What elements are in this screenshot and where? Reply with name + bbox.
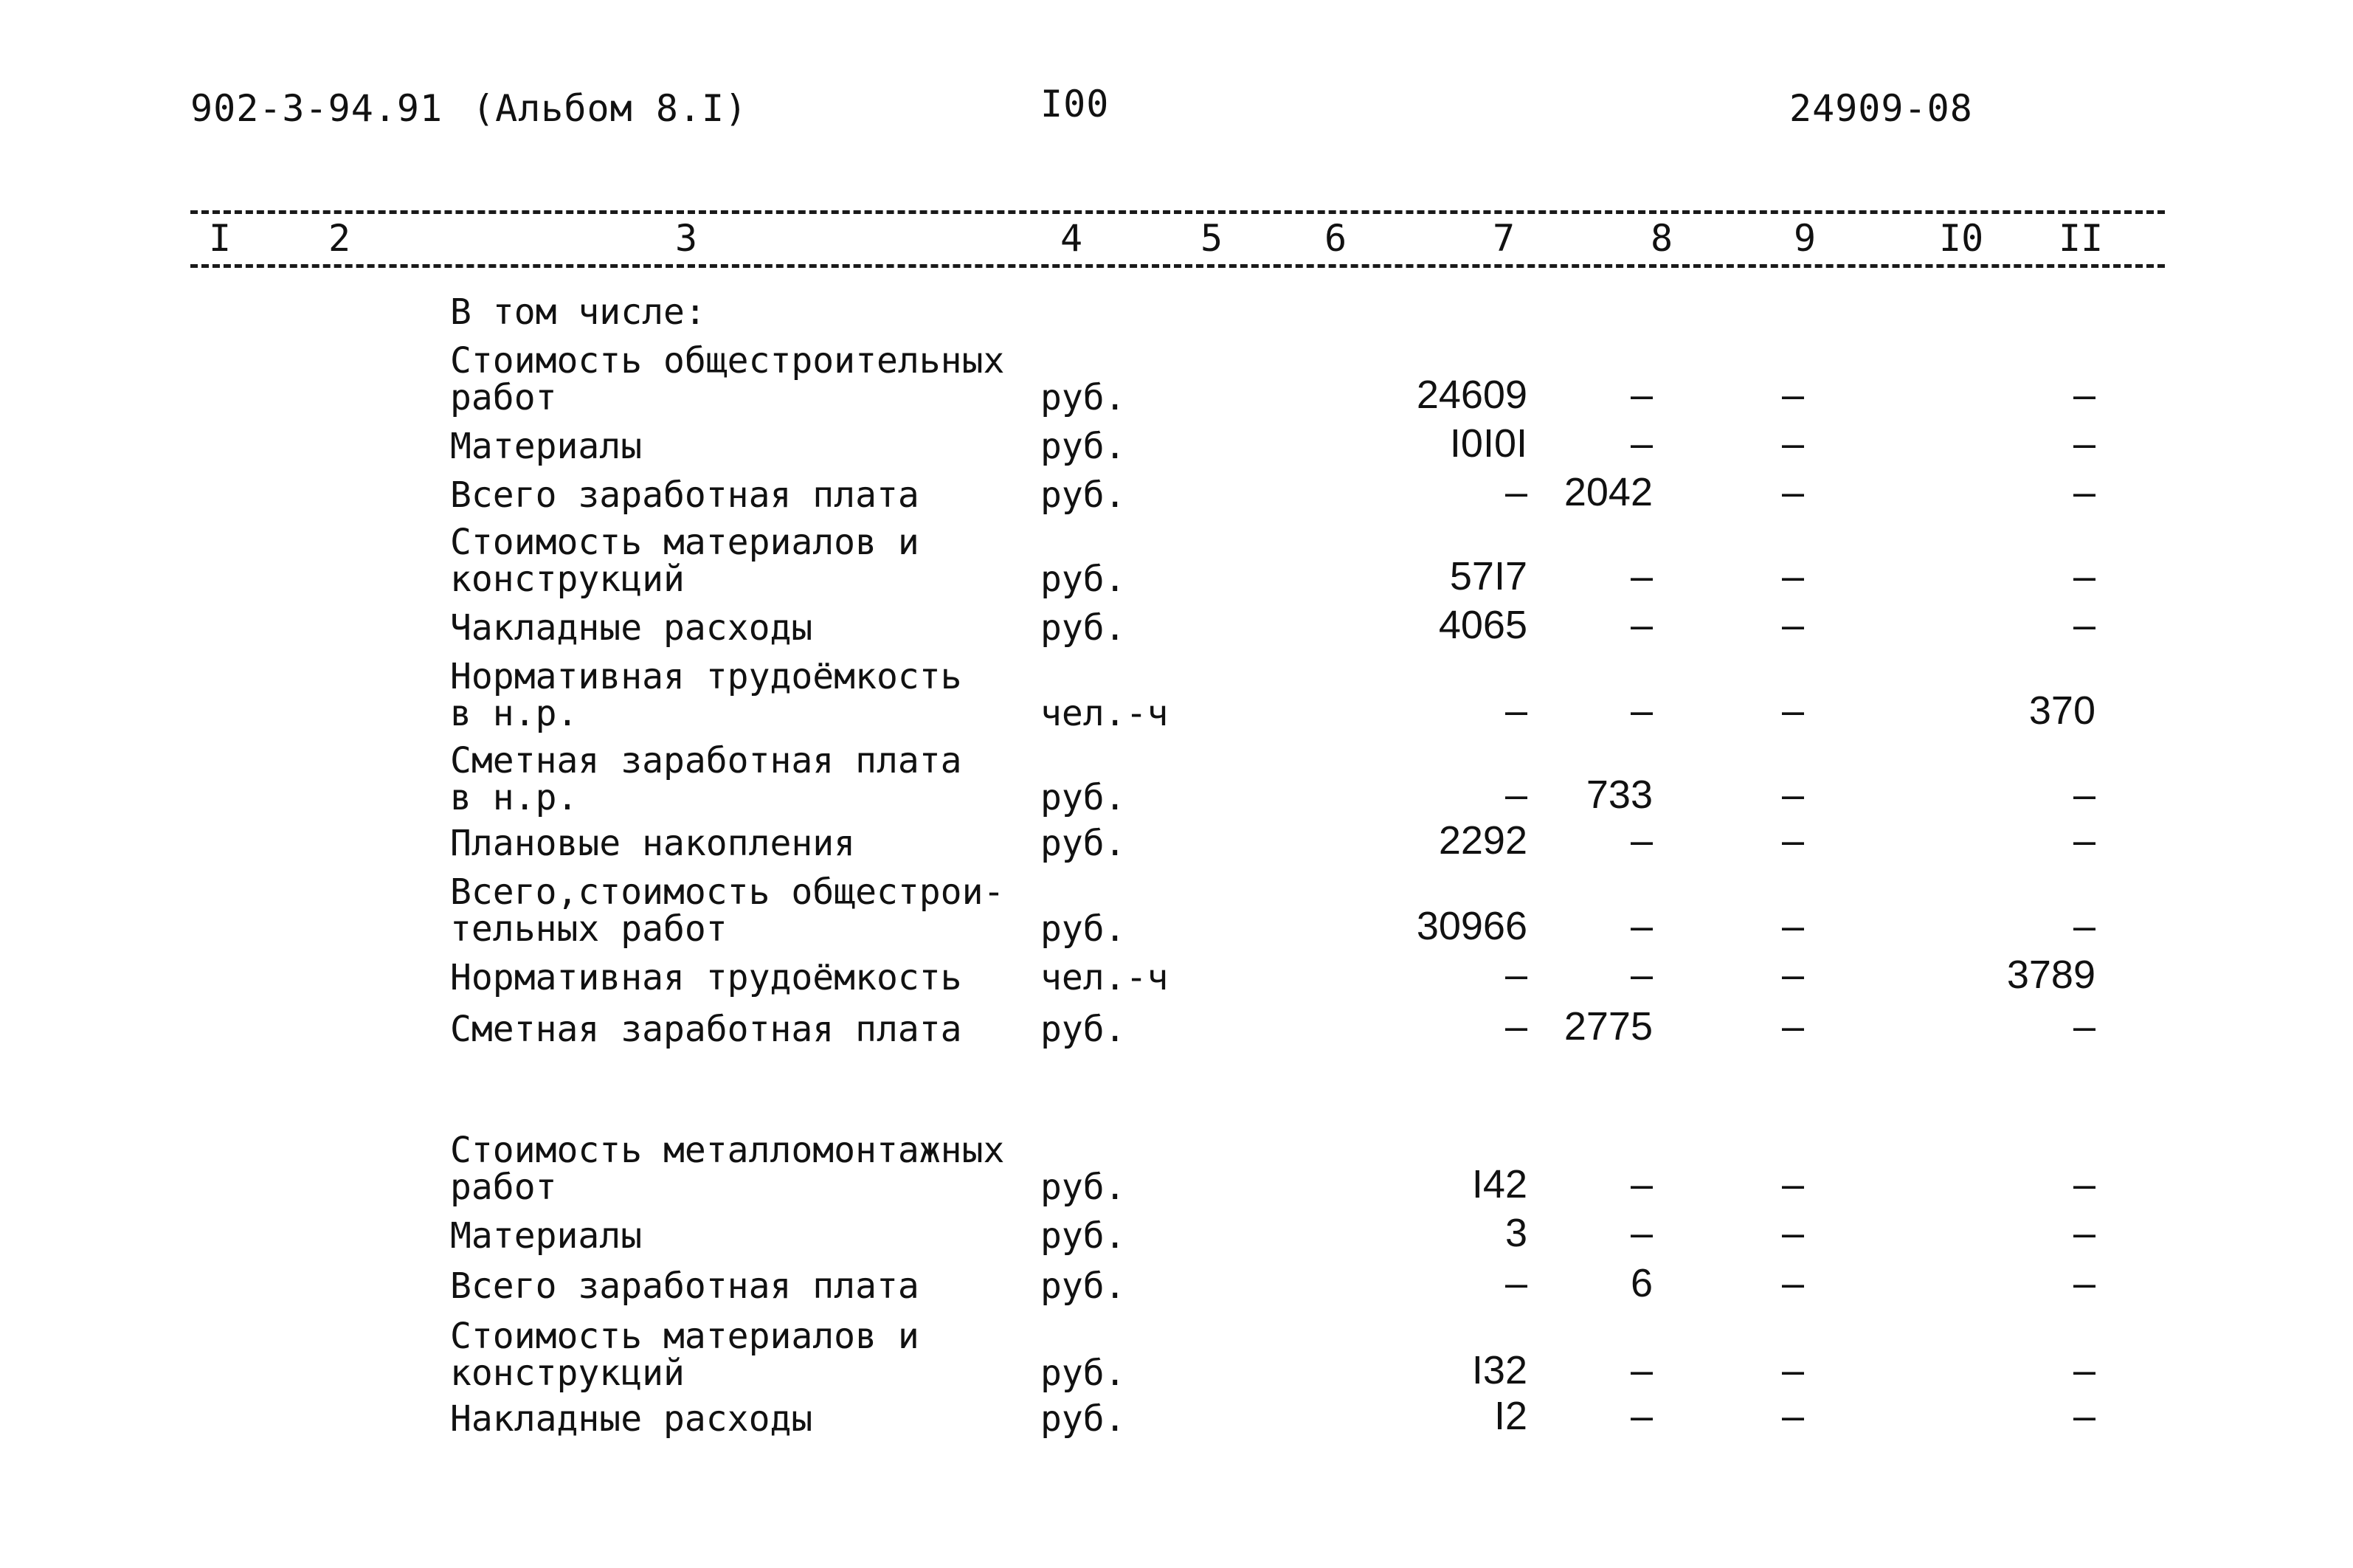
unit-cell: руб. bbox=[1040, 823, 1126, 864]
col9-value: – bbox=[1781, 953, 1805, 997]
col8-value: 733 bbox=[1586, 773, 1653, 817]
col7-value: – bbox=[1504, 1261, 1527, 1305]
col9-value: – bbox=[1781, 818, 1805, 863]
row-label-line: Всего заработная плата bbox=[450, 1265, 919, 1307]
col9-value: – bbox=[1781, 554, 1805, 598]
row-label-line: Материалы bbox=[450, 1215, 643, 1257]
col11-value: – bbox=[2073, 603, 2095, 647]
intro-text: В том числе: bbox=[450, 291, 706, 333]
col8-value: – bbox=[1630, 1394, 1653, 1438]
unit-cell: чел.-ч bbox=[1040, 957, 1169, 998]
col7-value: 2292 bbox=[1438, 818, 1527, 863]
col11-value: 370 bbox=[2028, 688, 2095, 733]
doc-code: 902-3-94.91 bbox=[190, 87, 443, 130]
doc-number: 24909-08 bbox=[1789, 87, 1973, 130]
col9-value: – bbox=[1781, 1394, 1805, 1438]
col9-value: – bbox=[1781, 773, 1805, 817]
col8-value: – bbox=[1630, 1162, 1653, 1206]
col7-value: I0I0I bbox=[1449, 421, 1527, 466]
col7-value: – bbox=[1504, 1004, 1527, 1049]
col7-value: 3 bbox=[1504, 1211, 1527, 1255]
album-label: (Альбом 8.I) bbox=[472, 87, 748, 130]
row-label-line: Плановые накопления bbox=[450, 823, 856, 864]
row-label-line: Стоимость общестроительных bbox=[450, 340, 1005, 381]
col8-value: – bbox=[1630, 603, 1653, 647]
row-label-line: конструкций bbox=[450, 1353, 685, 1394]
col7-value: 30966 bbox=[1416, 904, 1527, 948]
col9-value: – bbox=[1781, 1348, 1805, 1392]
col11-value: – bbox=[2073, 818, 2095, 863]
column-number: 5 bbox=[1200, 217, 1223, 260]
col9-value: – bbox=[1781, 470, 1805, 514]
unit-cell: руб. bbox=[1040, 559, 1126, 600]
col9-value: – bbox=[1781, 1261, 1805, 1305]
col9-value: – bbox=[1781, 904, 1805, 948]
col7-value: I2 bbox=[1493, 1394, 1527, 1438]
column-number: 9 bbox=[1793, 217, 1817, 260]
unit-cell: руб. bbox=[1040, 1398, 1126, 1440]
col11-value: – bbox=[2073, 904, 2095, 948]
col8-value: – bbox=[1630, 904, 1653, 948]
col7-value: – bbox=[1504, 470, 1527, 514]
col11-value: – bbox=[2073, 554, 2095, 598]
col8-value: – bbox=[1630, 373, 1653, 417]
column-number: I0 bbox=[1939, 217, 1984, 260]
col9-value: – bbox=[1781, 1004, 1805, 1049]
column-number: 4 bbox=[1060, 217, 1083, 260]
row-label-line: Чакладные расходы bbox=[450, 607, 813, 649]
row-label-line: Сметная заработная плата bbox=[450, 1009, 962, 1050]
col11-value: – bbox=[2073, 773, 2095, 817]
row-label-line: в н.р. bbox=[450, 693, 578, 734]
col7-value: 24609 bbox=[1416, 373, 1527, 417]
col8-value: 2042 bbox=[1564, 470, 1653, 514]
col8-value: 2775 bbox=[1564, 1004, 1653, 1049]
col7-value: I42 bbox=[1471, 1162, 1527, 1206]
col8-value: – bbox=[1630, 818, 1653, 863]
col7-value: – bbox=[1504, 688, 1527, 733]
row-label-line: Нормативная трудоёмкость bbox=[450, 656, 962, 697]
col11-value: – bbox=[2073, 1394, 2095, 1438]
col11-value: – bbox=[2073, 1261, 2095, 1305]
column-number: 6 bbox=[1324, 217, 1347, 260]
column-number: 2 bbox=[328, 217, 351, 260]
col8-value: – bbox=[1630, 1211, 1653, 1255]
column-number: I bbox=[208, 217, 232, 260]
row-label-line: Всего,стоимость общестрои- bbox=[450, 871, 1005, 913]
unit-cell: чел.-ч bbox=[1040, 693, 1169, 734]
col9-value: – bbox=[1781, 421, 1805, 466]
row-label-line: Материалы bbox=[450, 426, 643, 467]
row-label-line: Нормативная трудоёмкость bbox=[450, 957, 962, 998]
col8-value: – bbox=[1630, 1348, 1653, 1392]
column-number: 3 bbox=[674, 217, 698, 260]
col7-value: I32 bbox=[1471, 1348, 1527, 1392]
col11-value: – bbox=[2073, 1348, 2095, 1392]
unit-cell: руб. bbox=[1040, 1167, 1126, 1208]
col8-value: – bbox=[1630, 421, 1653, 466]
unit-cell: руб. bbox=[1040, 1353, 1126, 1394]
page-number: I00 bbox=[1040, 83, 1110, 125]
table-header-bottom-rule bbox=[190, 264, 2165, 268]
unit-cell: руб. bbox=[1040, 474, 1126, 516]
row-label-line: Всего заработная плата bbox=[450, 474, 919, 516]
col11-value: 3789 bbox=[2006, 953, 2095, 997]
row-label-line: Накладные расходы bbox=[450, 1398, 813, 1440]
column-number: 7 bbox=[1492, 217, 1516, 260]
col9-value: – bbox=[1781, 1162, 1805, 1206]
unit-cell: руб. bbox=[1040, 1215, 1126, 1257]
col11-value: – bbox=[2073, 470, 2095, 514]
col7-value: – bbox=[1504, 953, 1527, 997]
col8-value: – bbox=[1630, 688, 1653, 733]
row-label-line: работ bbox=[450, 1167, 557, 1208]
col9-value: – bbox=[1781, 373, 1805, 417]
col9-value: – bbox=[1781, 603, 1805, 647]
row-label-line: Стоимость материалов и bbox=[450, 1316, 919, 1357]
col9-value: – bbox=[1781, 688, 1805, 733]
row-label-line: Стоимость материалов и bbox=[450, 522, 919, 563]
unit-cell: руб. bbox=[1040, 1009, 1126, 1050]
unit-cell: руб. bbox=[1040, 1265, 1126, 1307]
unit-cell: руб. bbox=[1040, 777, 1126, 818]
unit-cell: руб. bbox=[1040, 377, 1126, 418]
row-label-line: конструкций bbox=[450, 559, 685, 600]
col11-value: – bbox=[2073, 1211, 2095, 1255]
col8-value: – bbox=[1630, 554, 1653, 598]
unit-cell: руб. bbox=[1040, 607, 1126, 649]
col8-value: – bbox=[1630, 953, 1653, 997]
col7-value: – bbox=[1504, 773, 1527, 817]
col7-value: 4065 bbox=[1438, 603, 1527, 647]
unit-cell: руб. bbox=[1040, 426, 1126, 467]
row-label-line: в н.р. bbox=[450, 777, 578, 818]
table-header-top-rule bbox=[190, 210, 2165, 214]
row-label-line: работ bbox=[450, 377, 557, 418]
unit-cell: руб. bbox=[1040, 908, 1126, 950]
column-number: II bbox=[2059, 217, 2104, 260]
column-number: 8 bbox=[1650, 217, 1673, 260]
row-label-line: Стоимость металломонтажных bbox=[450, 1130, 1005, 1171]
col9-value: – bbox=[1781, 1211, 1805, 1255]
col11-value: – bbox=[2073, 421, 2095, 466]
row-label-line: тельных работ bbox=[450, 908, 728, 950]
col8-value: 6 bbox=[1630, 1261, 1653, 1305]
row-label-line: Сметная заработная плата bbox=[450, 740, 962, 781]
col7-value: 57I7 bbox=[1449, 554, 1527, 598]
col11-value: – bbox=[2073, 1004, 2095, 1049]
col11-value: – bbox=[2073, 1162, 2095, 1206]
col11-value: – bbox=[2073, 373, 2095, 417]
